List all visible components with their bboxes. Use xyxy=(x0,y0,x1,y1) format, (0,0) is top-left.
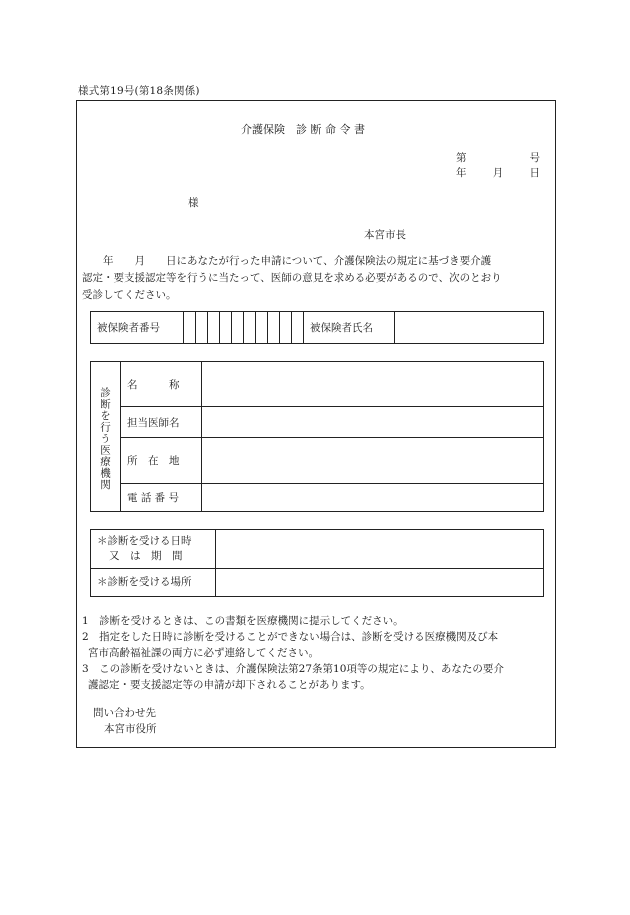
institution-phone-label: 電 話 番 号 xyxy=(121,484,202,512)
doctor-name-label: 担当医師名 xyxy=(121,407,202,438)
diagnosis-place-field[interactable] xyxy=(216,569,544,597)
addressee-suffix: 様 xyxy=(188,197,199,209)
date-day: 日 xyxy=(529,167,540,179)
date-year: 年 xyxy=(456,167,467,179)
form-number-label: 様式第19号(第18条関係) xyxy=(78,85,200,97)
issuer-name: 本宮市長 xyxy=(364,229,406,241)
diagnosis-place-label: ＊診断を受ける場所 xyxy=(91,569,216,597)
note-item: 3 この診断を受けないときは、介護保険法第27条第10項等の規定により、あなたの要介 xyxy=(82,663,504,675)
paragraph-line: 年 月 日にあなたが行った申請について、介護保険法の規定に基づき要介護 xyxy=(82,255,492,267)
contact-label: 問い合わせ先 xyxy=(93,707,156,719)
insured-name-field[interactable] xyxy=(395,312,544,344)
medical-institution-table xyxy=(90,361,544,512)
insured-number-digit-cell[interactable] xyxy=(292,312,304,344)
insured-number-digit-cell[interactable] xyxy=(220,312,232,344)
insured-number-digit-cell[interactable] xyxy=(196,312,208,344)
number-dai: 第 xyxy=(456,152,467,164)
document-date-line xyxy=(456,165,540,180)
insured-number-digit-cell[interactable] xyxy=(280,312,292,344)
diagnosis-datetime-label-line2: 又 は 期 間 xyxy=(109,550,183,562)
diagnosis-schedule-table xyxy=(90,529,544,597)
diagnosis-datetime-label xyxy=(91,530,216,569)
body-paragraph xyxy=(82,253,548,304)
note-item: 2 指定をした日時に診断を受けることができない場合は、診断を受ける医療機関及び本 xyxy=(82,631,499,643)
note-item-continued: 護認定・要支援認定等の申請が却下されることがあります。 xyxy=(88,679,371,691)
insured-number-digit-cell[interactable] xyxy=(256,312,268,344)
institution-address-field[interactable] xyxy=(202,438,544,484)
insured-number-digit-cell[interactable] xyxy=(232,312,244,344)
institution-name-label: 名 称 xyxy=(121,362,202,407)
document-number-line xyxy=(456,150,540,165)
note-item-continued: 宮市高齢福祉課の両方に必ず連絡してください。 xyxy=(88,647,319,659)
institution-phone-field[interactable] xyxy=(202,484,544,512)
institution-address-label: 所 在 地 xyxy=(121,438,202,484)
note-item: 1 診断を受けるときは、この書類を医療機関に提示してください。 xyxy=(82,615,404,627)
diagnosis-datetime-label-line1: ＊診断を受ける日時 xyxy=(97,535,192,547)
insured-name-label: 被保険者氏名 xyxy=(304,312,395,344)
insured-number-digit-cell[interactable] xyxy=(268,312,280,344)
paragraph-line: 受診してください。 xyxy=(82,289,177,301)
insured-number-digit-cell[interactable] xyxy=(208,312,220,344)
doctor-name-field[interactable] xyxy=(202,407,544,438)
insured-number-label: 被保険者番号 xyxy=(91,312,184,344)
document-title: 介護保険 診 断 命 令 書 xyxy=(241,123,365,136)
insured-number-digit-cell[interactable] xyxy=(244,312,256,344)
number-go: 号 xyxy=(529,152,540,164)
institution-heading: 診断を行う医療機関 xyxy=(91,362,121,512)
notes-section xyxy=(82,613,552,693)
date-month: 月 xyxy=(492,167,504,179)
insured-info-table xyxy=(90,311,544,344)
diagnosis-datetime-field[interactable] xyxy=(216,530,544,569)
contact-office: 本宮市役所 xyxy=(104,723,157,735)
insured-number-digit-cell[interactable] xyxy=(184,312,196,344)
paragraph-line: 認定・要支援認定等を行うに当たって、医師の意見を求める必要があるので、次のとおり xyxy=(82,272,502,284)
institution-name-field[interactable] xyxy=(202,362,544,407)
